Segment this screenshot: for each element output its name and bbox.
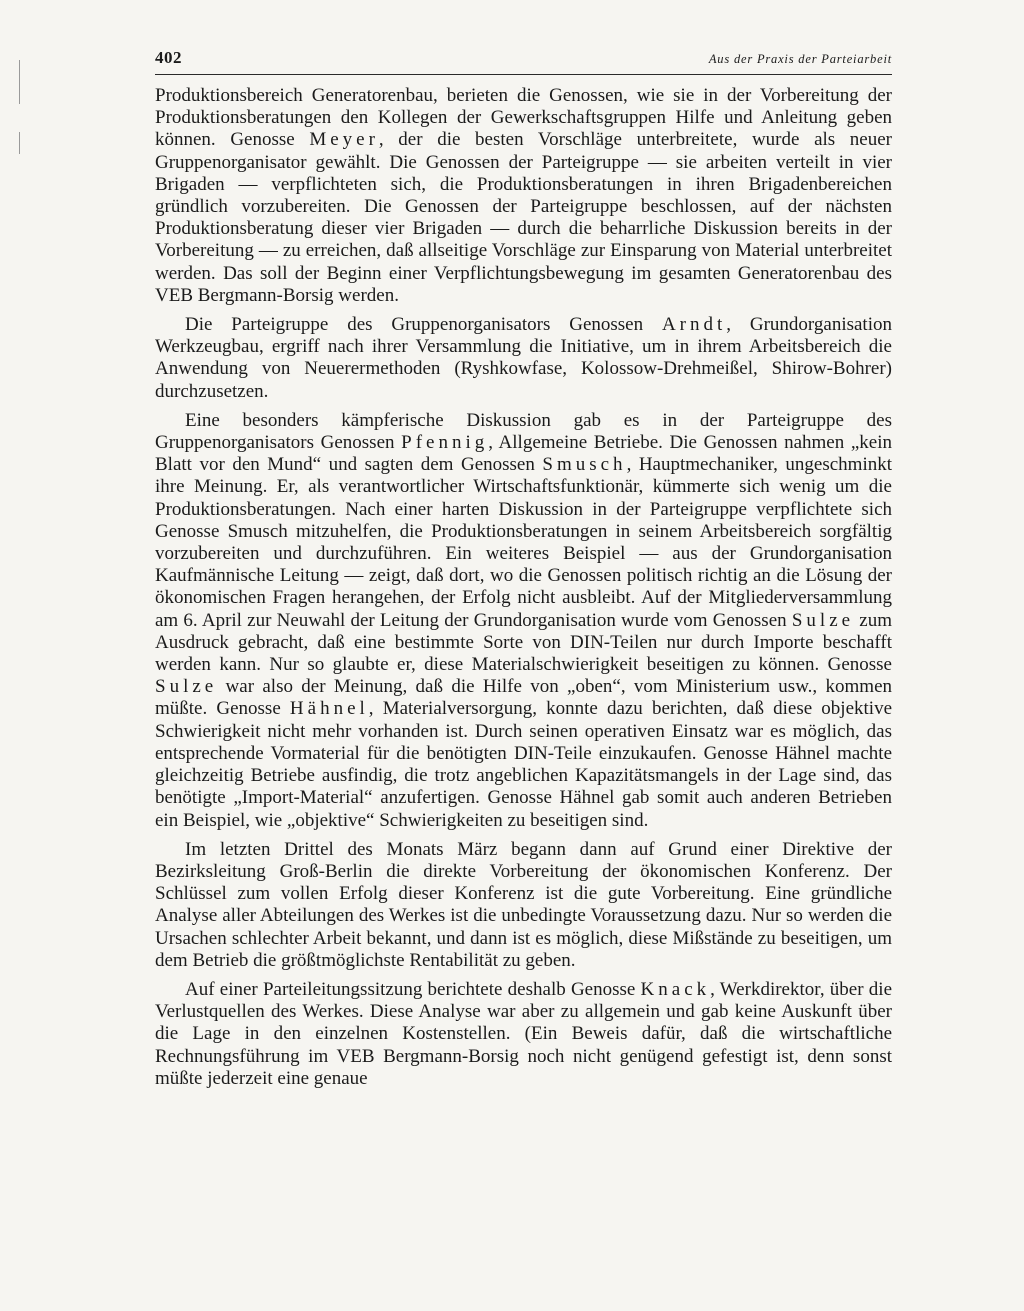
text-run: , der die besten Vorschläge unterbreitete, wurde als neuer Gruppenorganisator gewählt. Die Genossen der Parteigruppe — sie arbeiten verteilt in vier Brigaden — verpflichteten sich, die Produktionsberatungen in ihren Brigadenbereichen gründlich vorzubereiten. Die Genossen der Parteigruppe beschlossen, auf der nächsten Produktionsberatung dieser vier Brigaden — durch die beharrliche Diskussion bereits in der Vorbereitung — zu erreichen, daß allseitige Vorschläge zur Einsparung von Material unterbreitet werden. Das soll der Beginn einer Verpflichtungsbewegung im gesamten Generatorenbau des VEB Bergmann-Borsig werden. — [155, 129, 892, 306]
spaced-name: Hähnel — [289, 698, 369, 720]
paragraph — [155, 85, 892, 307]
text-run: war also der Meinung, daß die Hilfe von „oben“, vom Ministerium usw., kommen müßte. Genosse — [155, 676, 892, 720]
paragraph — [155, 839, 892, 972]
text-run: , Materialversorgung, konnte dazu berichten, daß diese objektive Schwierigkeit nicht mehr vorhanden ist. Durch seinen operativen Einsatz war es möglich, das entsprechende Vormaterial für die benötigten DIN-Teile einzukaufen. Genosse Hähnel machte gleichzeitig Betriebe ausfindig, die trotz angeblichen Kapazitätsmangels in der Lage sind, das benötigte „Import-Material“ anzufertigen. Genosse Hähnel gab somit auch anderen Betrieben ein Beispiel, wie „objektive“ Schwierigkeiten zu beseitigen sind. — [155, 698, 892, 831]
spaced-name: Smusch — [542, 454, 627, 476]
text-run: zum Ausdruck gebracht, daß eine bestimmte Sorte von DIN-Teilen nur durch Importe beschafft werden kann. Nur so glaubte er, diese Materialschwierigkeit beseitigen zu können. Genosse — [155, 609, 893, 676]
running-head — [155, 48, 892, 75]
margin-mark — [19, 60, 20, 104]
paragraph — [155, 314, 892, 403]
body-text — [155, 85, 892, 1090]
spaced-name: Sulze — [155, 676, 218, 698]
page-number: 402 — [155, 48, 182, 67]
text-run: Auf einer Parteileitungssitzung berichtete deshalb Genosse — [185, 978, 641, 1000]
spaced-name: Arndt — [661, 314, 727, 336]
text-run: , Werkdirektor, über die Verlustquellen des Werkes. Diese Analyse war aber zu allgemein und gab keine Auskunft über die Lage in den einzelnen Kostenstellen. (Ein Beweis dafür, daß die wirtschaftliche Rechnungsführung im VEB Bergmann-Borsig noch nicht genügend gefestigt ist, denn sonst müßte jederzeit eine genaue — [155, 978, 892, 1089]
section-title: Aus der Praxis der Parteiarbeit — [708, 52, 892, 66]
spaced-name: Pfennig — [401, 432, 489, 454]
text-run: , Hauptmechaniker, ungeschminkt ihre Meinung. Er, als verantwortlicher Wirtschaftsfunktionär, kümmerte sich wenig um die Produktionsberatungen. Nach einer harten Diskussion in der Parteigruppe verpflichtete sich Genosse Smusch mitzuhelfen, die Produktionsberatungen in seinem Arbeitsbereich sorgfältig vorzubereiten und durchzuführen. Ein weiteres Beispiel — aus der Grundorganisation Kaufmännische Leitung — zeigt, daß dort, wo die Genossen politisch richtig an die Lösung der ökonomischen Fragen herangehen, der Erfolg nicht ausbleibt. Auf der Mitgliederversammlung am 6. April zur Neuwahl der Leitung der Grundorganisation wurde vom Genossen — [155, 454, 893, 631]
text-run: Produktionsbereich Generatorenbau, berieten die Genossen, wie sie in der Vorbereitung der Produktionsberatungen den Kollegen der Gewerkschaftsgruppen Hilfe und Anleitung geben können. Genosse — [155, 85, 892, 151]
text-run: Im letzten Drittel des Monats März begann dann auf Grund einer Direktive der Bezirksleitung Groß-Berlin die direkte Vorbereitung der ökonomischen Konferenz. Der Schlüssel zum vollen Erfolg dieser Konferenz ist die gute Vorbereitung. Eine gründliche Analyse aller Abteilungen des Werkes ist die unbedingte Voraussetzung dazu. Nur so werden die Ursachen schlechter Arbeit bekannt, und dann ist es möglich, diese Mißstände zu beseitigen, um dem Betrieb die größtmöglichste Rentabilität zu geben. — [155, 838, 892, 971]
paragraph — [155, 979, 892, 1090]
text-run: Die Parteigruppe des Gruppenorganisators Genossen — [185, 314, 662, 336]
spaced-name: Meyer — [309, 129, 379, 151]
spaced-name: Knack — [640, 978, 711, 1000]
text-run: Eine besonders kämpferische Diskussion gab es in der Parteigruppe des Gruppenorganisators Genossen — [155, 409, 892, 454]
spaced-name: Sulze — [791, 609, 855, 631]
document-page — [155, 48, 892, 1090]
text-run: , Allgemeine Betriebe. Die Genossen nahmen „kein Blatt vor den Mund“ und sagten dem Genossen — [155, 432, 892, 476]
margin-mark — [19, 132, 20, 154]
paragraph — [155, 410, 892, 832]
text-run: , Grundorganisation Werkzeugbau, ergriff nach ihrer Versammlung die Initiative, um in ihrem Arbeitsbereich die Anwendung von Neuerermethoden (Ryshkowfase, Kolossow-Drehmeißel, Shirow-Bohrer) durchzusetzen. — [155, 314, 892, 402]
